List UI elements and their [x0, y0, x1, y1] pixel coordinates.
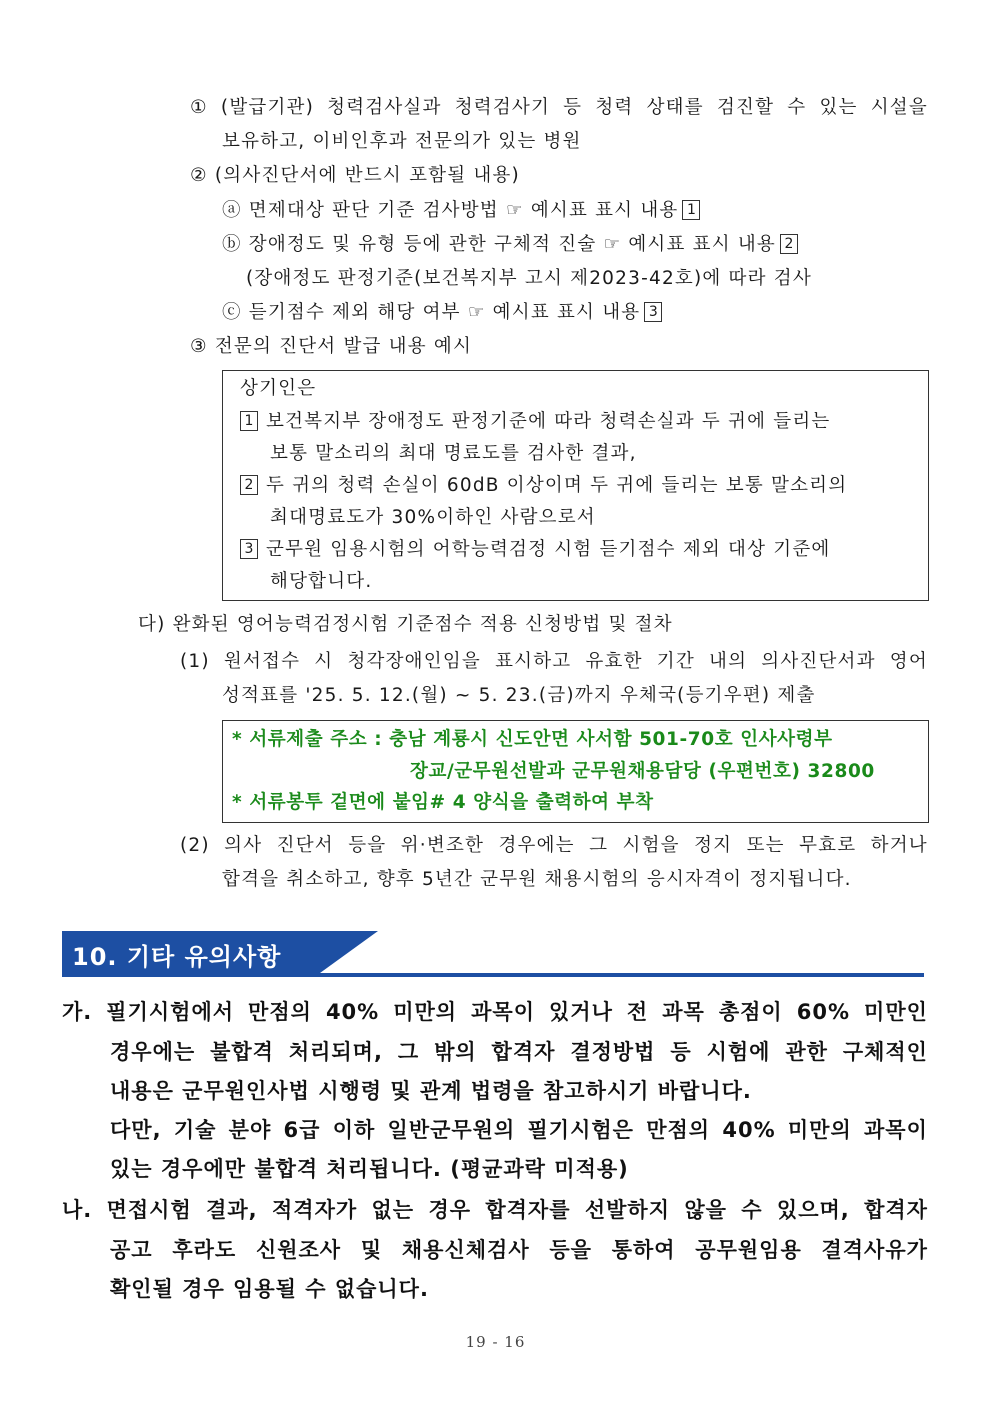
- ga-line4: 다만, 기술 분야 6급 이하 일반군무원의 필기시험은 만점의 40% 미만의 과목이: [110, 1118, 928, 1142]
- item-2c: [222, 301, 662, 325]
- example-point-1-num: 1: [240, 411, 258, 431]
- da-p2-line2: 합격을 취소하고, 향후 5년간 군무원 채용시험의 응시자격이 정지됩니다.: [222, 869, 852, 890]
- na-line1: 나. 면접시험 결과, 적격자가 없는 경우 합격자를 선발하지 않을 수 있으며, 합격자: [62, 1198, 928, 1222]
- item-3: ③ 전문의 진단서 발급 내용 예시: [190, 336, 473, 357]
- item-2a: [222, 199, 700, 223]
- example-point-3-text: 군무원 임용시험의 어학능력검정 시험 듣기점수 제외 대상 기준에: [266, 539, 831, 560]
- item-1-line2: 보유하고, 이비인후과 전문의가 있는 병원: [222, 131, 582, 152]
- ga-line5: 있는 경우에만 불합격 처리됩니다. (평균과락 미적용): [110, 1157, 629, 1181]
- ga-line3: 내용은 군무원인사법 시행령 및 관계 법령을 참고하시기 바랍니다.: [110, 1079, 752, 1103]
- da-p2-line1: (2) 의사 진단서 등을 위‧변조한 경우에는 그 시험을 정지 또는 무효로 하거나: [180, 835, 928, 856]
- na-line3: 확인될 경우 임용될 수 없습니다.: [110, 1277, 429, 1301]
- item-1-line1: ① (발급기관) 청력검사실과 청력검사기 등 청력 상태를 검진할 수 있는 시설을: [190, 97, 928, 118]
- item-2b-num: 2: [780, 234, 798, 254]
- example-point-1-text: 보건복지부 장애정도 판정기준에 따라 청력손실과 두 귀에 들리는: [266, 411, 831, 432]
- item-2c-text: ⓒ 듣기점수 제외 해당 여부 ☞ 예시표 표시 내용: [222, 302, 641, 323]
- example-point-2-text: 두 귀의 청력 손실이 60dB 이상이며 두 귀에 들리는 보통 말소리의: [266, 475, 848, 496]
- ga-line2: 경우에는 불합격 처리되며, 그 밖의 합격자 결정방법 등 시험에 관한 구체적인: [110, 1040, 928, 1064]
- section-underline: [62, 973, 924, 977]
- item-2b-text: ⓑ 장애정도 및 유형 등에 관한 구체적 진술 ☞ 예시표 표시 내용: [222, 234, 777, 255]
- na-line2: 공고 후라도 신원조사 및 채용신체검사 등을 통하여 공무원임용 결격사유가: [110, 1238, 928, 1262]
- page-number: 19 - 16: [465, 1333, 526, 1351]
- ga-line1: 가. 필기시험에서 만점의 40% 미만의 과목이 있거나 전 과목 총점이 60% 미만인: [62, 1000, 928, 1024]
- example-point-1-line2: 보통 말소리의 최대 명료도를 검사한 결과,: [270, 443, 637, 464]
- section-header: [62, 931, 924, 977]
- da-p1-line1: (1) 원서접수 시 청각장애인임을 표시하고 유효한 기간 내의 의사진단서과 영어: [180, 651, 928, 672]
- example-point-3: [240, 538, 830, 562]
- example-intro: 상기인은: [240, 378, 317, 399]
- item-2a-num: 1: [682, 200, 700, 220]
- example-point-2-line2: 최대명료도가 30%이하인 사람으로서: [270, 507, 596, 528]
- section-tab-arrow: [320, 931, 378, 973]
- address-line2: 장교/군무원선발과 군무원채용담당 (우편번호) 32800: [410, 761, 875, 782]
- item-2: ② (의사진단서에 반드시 포함될 내용): [190, 165, 520, 186]
- example-point-1: [240, 410, 830, 434]
- item-2a-text: ⓐ 면제대상 판단 기준 검사방법 ☞ 예시표 표시 내용: [222, 200, 679, 221]
- example-point-2-num: 2: [240, 475, 258, 495]
- section-title: 10. 기타 유의사항: [72, 943, 282, 971]
- example-point-3-line2: 해당합니다.: [270, 571, 373, 592]
- da-p1-line2: 성적표를 '25. 5. 12.(월) ~ 5. 23.(금)까지 우체국(등기우편) 제출: [222, 685, 816, 706]
- envelope-note: * 서류봉투 겉면에 붙임# 4 양식을 출력하여 부착: [232, 792, 654, 813]
- item-2b: [222, 233, 798, 257]
- example-point-2: [240, 474, 847, 498]
- example-point-3-num: 3: [240, 539, 258, 559]
- item-2b-line2: (장애정도 판정기준(보건복지부 고시 제2023-42호)에 따라 검사: [246, 268, 812, 289]
- address-line1: * 서류제출 주소 : 충남 계룡시 신도안면 사서함 501-70호 인사사령부: [232, 729, 833, 750]
- item-2c-num: 3: [644, 302, 662, 322]
- da-heading: 다) 완화된 영어능력검정시험 기준점수 적용 신청방법 및 절차: [138, 614, 673, 635]
